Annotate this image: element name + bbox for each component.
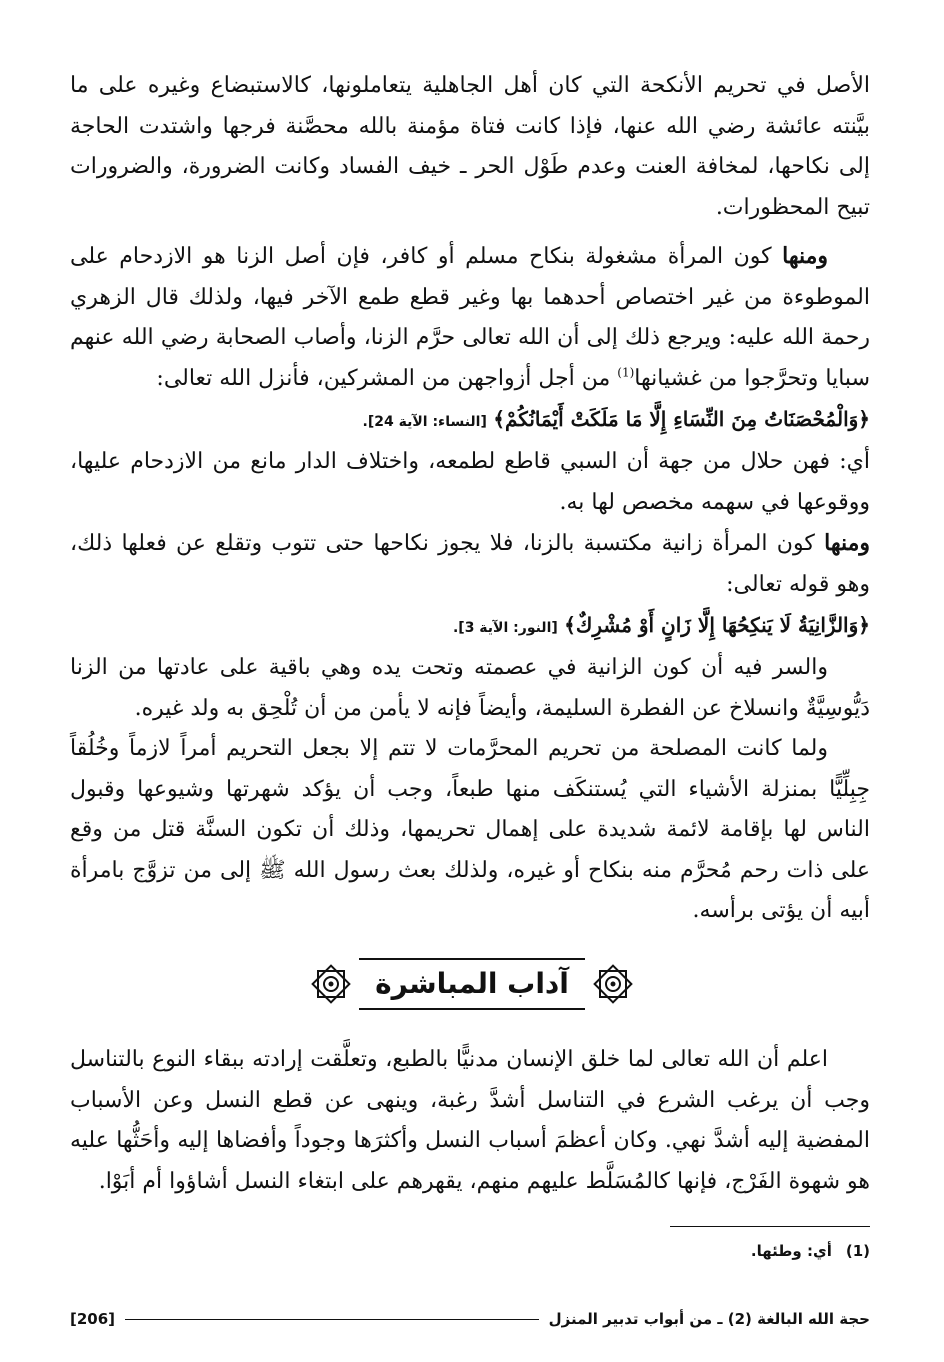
section-title: آداب المباشرة bbox=[359, 958, 585, 1010]
paragraph-2 bbox=[70, 236, 870, 399]
quran-verse-1 bbox=[70, 399, 870, 442]
quran-verse-2 bbox=[70, 605, 870, 648]
section-heading bbox=[0, 952, 944, 1016]
paragraph-4 bbox=[70, 523, 870, 605]
paragraph-4-text: كون المرأة زانية مكتسبة بالزنا، فلا يجوز نكاحها حتى تتوب وتقلع عن فعلها ذلك، وهو قوله تعالى: bbox=[70, 531, 870, 597]
running-title: حجة الله البالغة (2) ـ من أبواب تدبير المنزل bbox=[548, 1310, 870, 1328]
paragraph-1: الأصل في تحريم الأنكحة التي كان أهل الجاهلية يتعاملونها، كالاستبضاع وغيره على ما بيَّنته عائشة رضي الله عنها، فإذا كانت فتاة مؤمنة بالله محصَّنة فرجها واشتدت الحاجة إلى نكاحها، لمخافة العنت وعدم طَوْل الحر ـ خيف الفساد وكانت الضرورة، والضرورات تبيح المحظورات. bbox=[70, 73, 870, 220]
quran-verse-1-text: ﴿وَالْمُحْصَنَاتُ مِنَ النِّسَاءِ إِلَّا مَا مَلَكَتْ أَيْمَانُكُمْ﴾ bbox=[493, 407, 870, 431]
footnote-text: أي: وطئها. bbox=[750, 1242, 832, 1260]
paragraph-2-text-b: من أجل أزواجهن من المشركين، فأنزل الله تعالى: bbox=[156, 365, 618, 391]
paragraph-2-text-a: كون المرأة مشغولة بنكاح مسلم أو كافر، فإن أصل الزنا هو الازدحام على الموطوءة من غير اختصاص أحدهما بها وغير قطع طمع الآخر فيها، ولذلك قال الزهري رحمة الله عليه: ويرجع ذلك إلى أن الله تعالى حرَّم الزنا، وأصاب الصحابة رضي الله عنهم سبايا وتحرَّجوا من غشيانها bbox=[70, 244, 870, 391]
quran-verse-1-reference: [النساء: الآية 24]. bbox=[362, 414, 487, 430]
page-footer bbox=[70, 1307, 870, 1331]
main-text-block bbox=[70, 66, 870, 932]
paragraph-2-lead: ومنها bbox=[782, 243, 828, 269]
footer-rule bbox=[125, 1319, 539, 1320]
quran-verse-2-text: ﴿وَالزَّانِيَةُ لَا يَنكِحُهَا إِلَّا زَانٍ أَوْ مُشْرِكٌ﴾ bbox=[564, 613, 870, 637]
section-text-block bbox=[70, 1040, 870, 1202]
paragraph-3: أي: فهن حلال من جهة أن السبي قاطع لطمعه، واختلاف الدار مانع من الازدحام عليها، ووقوعها في سهمه مخصص لها به. bbox=[70, 449, 870, 515]
paragraph-4-lead: ومنها bbox=[824, 530, 870, 556]
footnote-reference[interactable]: (1) bbox=[617, 365, 635, 380]
octagram-ornament-icon bbox=[591, 962, 635, 1006]
paragraph-5: والسر فيه أن كون الزانية في عصمته وتحت يده وهي باقية على عادتها من الزنا دَيُّوسِيَّةٌ وانسلاخ عن الفطرة السليمة، وأيضاً فإنه لا يأمن من أن تُلْحِق به ولد غيره. bbox=[70, 655, 870, 721]
page-number: [206] bbox=[70, 1310, 116, 1328]
quran-verse-2-reference: [النور: الآية 3]. bbox=[452, 620, 558, 636]
footnote-number: (1) bbox=[845, 1242, 870, 1260]
paragraph-6: ولما كانت المصلحة من تحريم المحرَّمات لا تتم إلا بجعل التحريم أمراً لازماً وخُلُقاً جِبِلِّيًّا بمنزلة الأشياء التي يُستنكَف منها طبعاً، وجب أن يؤكد شهرتها وشيوعها وقبول الناس لها بإقامة لائمة شديدة على إهمال تحريمها، وذلك أن تكون السنَّة قتل من وقع على ذات رحم مُحرَّم منه بنكاح أو غيره، ولذلك بعث رسول الله ﷺ إلى من تزوَّج بامرأة أبيه أن يؤتى برأسه. bbox=[70, 736, 870, 923]
paragraph-7: اعلم أن الله تعالى لما خلق الإنسان مدنيًّا بالطبع، وتعلَّقت إرادته ببقاء النوع بالتناسل وجب أن يرغب الشرع في التناسل أشدَّ رغبة، وينهى عن قطع النسل وعن الأسباب المفضية إليه أشدَّ نهي. وكان أعظمَ أسباب النسل وأكثرَها وجوداً وأفضاها إليه وأحَثُّها عليه هو شهوة الفَرْج، فإنها كالمُسَلَّط عليهم منهم، يقهرهم على ابتغاء النسل أشاؤوا أم أبَوْا. bbox=[70, 1047, 870, 1194]
footnote bbox=[751, 1242, 870, 1260]
footnote-divider bbox=[670, 1226, 870, 1227]
octagram-ornament-icon bbox=[309, 962, 353, 1006]
